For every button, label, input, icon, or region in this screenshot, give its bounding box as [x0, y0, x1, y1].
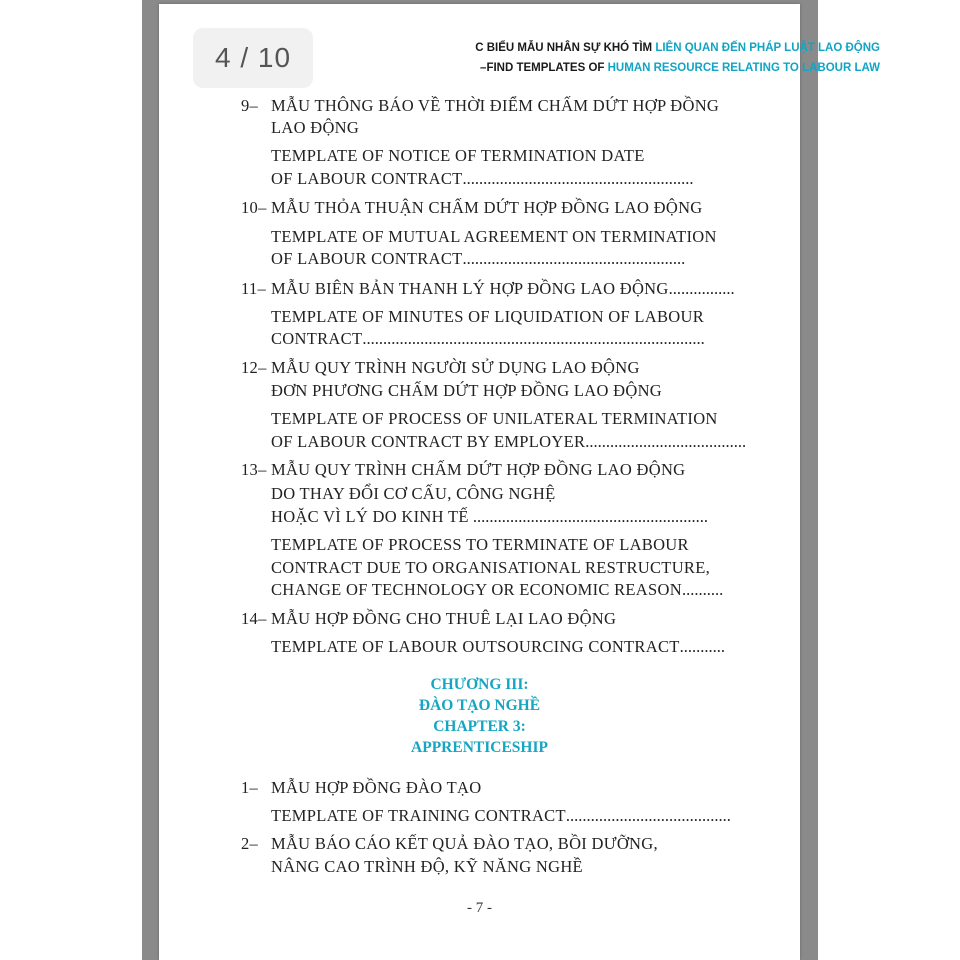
entry-title-vi: ĐƠN PHƯƠNG CHẤM DỨT HỢP ĐỒNG LAO ĐỘNG [271, 381, 663, 400]
entry-title-vi: NÂNG CAO TRÌNH ĐỘ, KỸ NĂNG NGHỀ [271, 857, 583, 876]
entry-title-en: TEMPLATE OF PROCESS OF UNILATERAL TERMINATION [271, 409, 718, 428]
entry-title-vi: MẪU BÁO CÁO KẾT QUẢ ĐÀO TẠO, BỒI DƯỠNG, [271, 834, 658, 853]
page-counter-text: 4 / 10 [214, 42, 292, 73]
header-line-1-accent: LIÊN QUAN ĐẾN PHÁP LUẬT LAO ĐỘNG [655, 42, 880, 54]
leader-dots: ....................................... [585, 432, 747, 451]
chapter-title-vi: ĐÀO TẠO NGHỀ [418, 697, 541, 714]
entry-title-en: TEMPLATE OF NOTICE OF TERMINATION DATE [271, 146, 645, 165]
chapter-title-en: APPRENTICESHIP [411, 739, 548, 756]
entry-title-en: CONTRACT................................................................................... [271, 329, 705, 348]
chapter-heading-en: CHAPTER 3: [433, 718, 526, 735]
entry-title-vi: LAO ĐỘNG [271, 118, 360, 137]
entry-number: 2– [241, 834, 259, 853]
entry-title-vi: MẪU QUY TRÌNH NGƯỜI SỬ DỤNG LAO ĐỘNG [271, 358, 640, 377]
leader-dots: .......... [681, 580, 724, 599]
entry-number: 12– [241, 358, 267, 377]
entry-title-vi: MẪU HỢP ĐỒNG ĐÀO TẠO [271, 778, 482, 797]
entry-title-en: CONTRACT DUE TO ORGANISATIONAL RESTRUCTURE, [271, 558, 711, 577]
entry-title-vi: MẪU QUY TRÌNH CHẤM DỨT HỢP ĐỒNG LAO ĐỘNG [271, 460, 686, 479]
chapter-heading-vi: CHƯƠNG III: [430, 676, 529, 693]
entry-title-vi: DO THAY ĐỔI CƠ CẤU, CÔNG NGHỆ [271, 484, 556, 503]
entry-title-en: TEMPLATE OF PROCESS TO TERMINATE OF LABOUR [271, 535, 689, 554]
leader-dots: ................................................................................... [362, 329, 705, 348]
leader-dots: ...................................................... [462, 249, 686, 268]
entry-title-vi: MẪU THÔNG BÁO VỀ THỜI ĐIỂM CHẤM DỨT HỢP ĐỒNG [271, 96, 720, 115]
page-number: - 7 - [467, 900, 492, 916]
leader-dots: ........... [679, 637, 726, 656]
leader-dots: ......................................................... [468, 507, 708, 526]
entry-title-en: TEMPLATE OF TRAINING CONTRACT........................................ [271, 806, 731, 825]
header-line-2-accent: HUMAN RESOURCE RELATING TO LABOUR LAW [607, 62, 880, 74]
leader-dots: ........................................ [565, 806, 731, 825]
entry-title-en: TEMPLATE OF LABOUR OUTSOURCING CONTRACT........... [271, 637, 726, 656]
entry-title-vi: MẪU HỢP ĐỒNG CHO THUÊ LẠI LAO ĐỘNG [271, 609, 617, 628]
entry-title-vi: HOẶC VÌ LÝ DO KINH TẾ ......................................................... [271, 507, 708, 526]
header-line-1-text: C BIỂU MẪU NHÂN SỰ KHÓ TÌM [475, 42, 656, 54]
entry-number: 9– [241, 96, 259, 115]
entry-number: 10– [241, 198, 267, 217]
entry-title-en: OF LABOUR CONTRACT BY EMPLOYER....................................... [271, 432, 747, 451]
entry-title-en: OF LABOUR CONTRACT........................................................ [271, 169, 694, 188]
entry-title-en: TEMPLATE OF MINUTES OF LIQUIDATION OF LABOUR [271, 307, 705, 326]
header-line-2-text: –FIND TEMPLATES OF [480, 62, 608, 74]
entry-number: 1– [241, 778, 259, 797]
entry-title-vi: MẪU THỎA THUẬN CHẤM DỨT HỢP ĐỒNG LAO ĐỘNG [271, 198, 703, 217]
entry-number: 11– [241, 279, 267, 298]
entry-title-en: OF LABOUR CONTRACT...................................................... [271, 249, 686, 268]
entry-title-vi: MẪU BIÊN BẢN THANH LÝ HỢP ĐỒNG LAO ĐỘNG................ [271, 279, 735, 298]
entry-number: 14– [241, 609, 267, 628]
leader-dots: ........................................................ [462, 169, 694, 188]
leader-dots: ................ [668, 279, 735, 298]
entry-number: 13– [241, 460, 267, 479]
entry-title-en: CHANGE OF TECHNOLOGY OR ECONOMIC REASON.......... [271, 580, 724, 599]
entry-title-en: TEMPLATE OF MUTUAL AGREEMENT ON TERMINATION [271, 227, 717, 246]
